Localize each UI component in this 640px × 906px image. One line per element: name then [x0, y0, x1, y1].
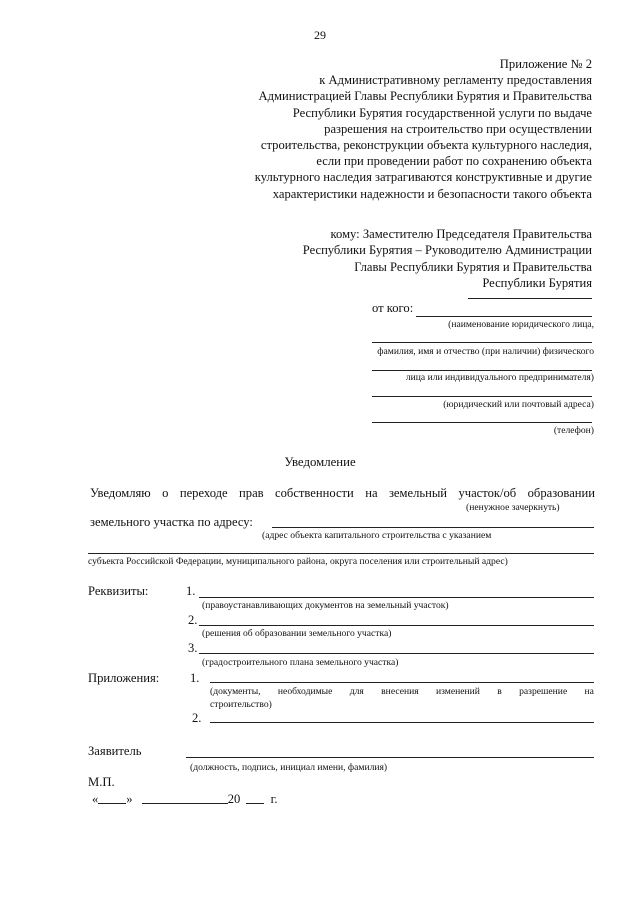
- attachment-field-2[interactable]: [210, 722, 594, 723]
- notice-title: Уведомление: [284, 455, 356, 469]
- hint-word: для: [349, 686, 364, 697]
- recipient-line: Главы Республики Бурятия и Правительства: [354, 259, 592, 274]
- attachment-field-1[interactable]: [210, 682, 594, 683]
- address-hint-2: субъекта Российской Федерации, муниципального района, округа поселения или строительный адрес): [88, 556, 508, 567]
- attachment-number: 1.: [190, 671, 200, 685]
- requisite-field-2[interactable]: [199, 625, 594, 626]
- hint-word: внесения: [381, 686, 419, 697]
- sender-hint-4: (юридический или почтовый адреса): [443, 399, 594, 410]
- appendix-line: характеристики надежности и безопасности такого объекта: [272, 186, 592, 201]
- hint-word: необходимые: [277, 686, 333, 697]
- requisite-hint-1: (правоустанавливающих документов на земельный участок): [202, 600, 449, 611]
- sender-name-field-3[interactable]: [372, 370, 592, 371]
- appendix-line: Республики Бурятия государственной услуги по выдаче: [292, 105, 592, 120]
- appendix-line: к Административному регламенту предоставления: [319, 73, 592, 88]
- stamp-mark: М.П.: [88, 775, 115, 789]
- notice-text: Уведомляю о переходе прав собственности на земельный участок/об образовании: [90, 486, 595, 500]
- date-open-quote: «: [92, 792, 99, 806]
- sender-hint-5: (телефон): [553, 425, 594, 436]
- strike-hint: (ненужное зачеркнуть): [466, 502, 560, 513]
- hint-word: (документы,: [210, 686, 261, 697]
- applicant-label: Заявитель: [88, 744, 142, 758]
- appendix-line: Администрацией Главы Республики Бурятия и Правительства: [258, 89, 592, 104]
- date-month-field[interactable]: [142, 791, 228, 804]
- attachments-label: Приложения:: [88, 671, 160, 685]
- recipient-line: Республики Бурятия: [482, 276, 592, 291]
- sender-phone-field[interactable]: [372, 422, 592, 423]
- date-suffix: г.: [270, 792, 278, 806]
- recipient-block: [232, 226, 592, 292]
- sender-label: от кого:: [372, 301, 414, 315]
- applicant-field[interactable]: [186, 757, 594, 758]
- hint-word: разрешение: [519, 686, 568, 697]
- requisite-hint-2: (решения об образовании земельного участка): [202, 628, 392, 639]
- recipient-line: кому: Заместителю Председателя Правительства: [330, 227, 592, 241]
- page-number: 29: [314, 28, 326, 42]
- recipient-line: Республики Бурятия – Руководителю Администрации: [302, 243, 592, 258]
- date-year-prefix: 20: [227, 792, 241, 806]
- attachment-number: 2.: [192, 711, 202, 725]
- sender-hint-1: (наименование юридического лица,: [448, 319, 594, 330]
- appendix-line: если при проведении работ по сохранению объекта: [316, 154, 592, 169]
- appendix-header: [172, 56, 592, 202]
- requisites-label: Реквизиты:: [88, 584, 149, 598]
- appendix-line: культурного наследия затрагиваются конструктивные и другие: [254, 170, 592, 185]
- date-line: [92, 791, 278, 807]
- requisite-number: 2.: [188, 613, 198, 627]
- hint-word: изменений: [435, 686, 480, 697]
- date-day-field[interactable]: [98, 791, 126, 804]
- appendix-line: Приложение № 2: [499, 57, 592, 71]
- requisite-hint-3: (градостроительного плана земельного участка): [202, 657, 399, 668]
- sender-name-field[interactable]: [416, 316, 592, 317]
- requisite-number: 3.: [188, 641, 198, 655]
- sender-address-field[interactable]: [372, 396, 592, 397]
- attachment-hint-1: [210, 686, 594, 697]
- date-close-quote: »: [126, 792, 133, 806]
- sender-line-top[interactable]: [468, 298, 592, 299]
- sender-name-field-2[interactable]: [372, 342, 592, 343]
- address-hint-1: (адрес объекта капитального строительства с указанием: [262, 530, 492, 541]
- hint-word: на: [584, 686, 594, 697]
- requisite-field-1[interactable]: [199, 597, 594, 598]
- requisite-number: 1.: [186, 584, 196, 598]
- requisite-field-3[interactable]: [199, 653, 594, 654]
- address-label: земельного участка по адресу:: [90, 515, 253, 529]
- address-field-2[interactable]: [88, 553, 594, 554]
- sender-hint-2: фамилия, имя и отчество (при наличии) физического: [377, 346, 594, 357]
- appendix-line: разрешения на строительство при осуществлении: [324, 121, 592, 136]
- sender-hint-3: лица или индивидуального предпринимателя): [405, 372, 594, 383]
- address-field[interactable]: [272, 527, 594, 528]
- hint-word: в: [497, 686, 502, 697]
- date-year-field[interactable]: [246, 791, 264, 804]
- attachment-hint-1-cont: строительство): [210, 699, 272, 710]
- applicant-hint: (должность, подпись, инициал имени, фамилия): [190, 762, 388, 773]
- appendix-line: строительства, реконструкции объекта культурного наследия,: [260, 138, 592, 153]
